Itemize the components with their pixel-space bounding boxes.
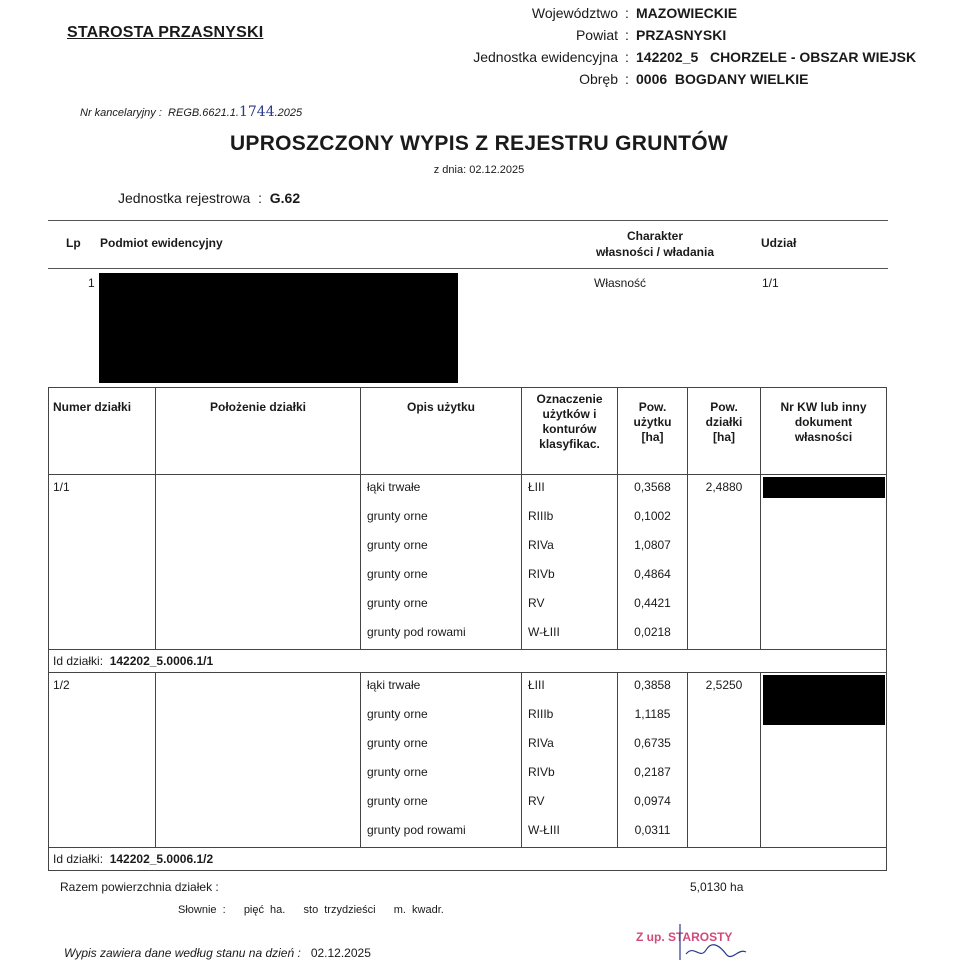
- meta-row-precinct: [420, 68, 950, 90]
- area-use-cell: 0,3858: [618, 673, 688, 703]
- class-cell: RV: [522, 591, 618, 620]
- area-use-cell: 1,0807: [618, 533, 688, 562]
- meta-colon: :: [625, 5, 629, 21]
- parcels-header-row: [49, 388, 887, 475]
- class-cell: RIVb: [522, 760, 618, 789]
- data-state-note: [64, 946, 371, 960]
- meta-row-unit: [420, 46, 950, 68]
- header-location: Położenie działki: [156, 388, 361, 475]
- parcel-number: [49, 673, 156, 848]
- use-cell: grunty pod rowami: [361, 620, 522, 650]
- parcel-kw: [761, 475, 887, 650]
- meta-value: 0006 BOGDANY WIELKIE: [636, 71, 809, 87]
- redacted-owner: [99, 273, 458, 383]
- meta-colon: :: [625, 27, 629, 43]
- header-class: Oznaczenie użytków i konturów klasyfikac.: [522, 388, 618, 475]
- use-cell: grunty orne: [361, 760, 522, 789]
- meta-colon: :: [625, 49, 629, 65]
- meta-label: Obręb: [579, 71, 618, 87]
- area-use-cell: 0,0311: [618, 818, 688, 848]
- use-cell: grunty orne: [361, 702, 522, 731]
- chancellery-prefix: REGB.6621.1.: [168, 107, 239, 119]
- total-in-words: [178, 904, 444, 916]
- area-use-cell: 0,6735: [618, 731, 688, 760]
- handwritten-number: 1744: [238, 104, 275, 120]
- use-cell: grunty orne: [361, 591, 522, 620]
- redacted-kw: [763, 477, 885, 498]
- use-cell: grunty orne: [361, 562, 522, 591]
- owner-character: Własność: [594, 276, 647, 290]
- registry-unit-value: G.62: [269, 190, 301, 206]
- owners-header-character: Charakter własności / władania: [595, 229, 715, 259]
- class-cell: W-ŁIII: [522, 620, 618, 650]
- parcel-location: [156, 475, 361, 650]
- use-cell: grunty orne: [361, 533, 522, 562]
- meta-value: MAZOWIECKIE: [636, 5, 738, 21]
- words-value: pięć ha. sto trzydzieści m. kwadr.: [243, 904, 444, 916]
- area-use-cell: 0,4864: [618, 562, 688, 591]
- area-use-cell: 0,1002: [618, 504, 688, 533]
- parcel-number-text: 1/2: [53, 678, 70, 692]
- header-use: Opis użytku: [361, 388, 522, 475]
- meta-label: Województwo: [531, 5, 618, 21]
- redacted-kw: [763, 675, 885, 725]
- owners-header-subject: Podmiot ewidencyjny: [100, 236, 223, 250]
- area-use-cell: 0,3568: [618, 475, 688, 505]
- class-cell: RIVa: [522, 731, 618, 760]
- owners-top-rule: [48, 220, 888, 221]
- registry-unit: Jednostka rejestrowa : G.62: [118, 190, 301, 206]
- header-area-use: Pow. użytku [ha]: [618, 388, 688, 475]
- header-area-parcel: Pow. działki [ha]: [688, 388, 761, 475]
- location-meta: [420, 2, 950, 90]
- class-cell: RIVa: [522, 533, 618, 562]
- document-title: UPROSZCZONY WYPIS Z REJESTRU GRUNTÓW: [229, 132, 729, 155]
- table-row: [49, 673, 887, 703]
- parcel-id-label: Id działki:: [53, 852, 104, 866]
- owners-header-rule: [48, 268, 888, 269]
- class-cell: ŁIII: [522, 673, 618, 703]
- office-title: STAROSTA PRZASNYSKI: [67, 24, 264, 41]
- parcel-area: [688, 673, 761, 848]
- owners-header-lp: Lp: [66, 236, 81, 250]
- parcel-id-value: 142202_5.0006.1/2: [109, 852, 214, 866]
- footer-label: Wypis zawiera dane według stanu na dzień :: [64, 946, 301, 960]
- header-number: Numer działki: [49, 388, 156, 475]
- owner-share: 1/1: [762, 276, 779, 290]
- parcel-id-row: [49, 650, 887, 673]
- parcel-id-label: Id działki:: [53, 654, 104, 668]
- chancellery-label: Nr kancelaryjny :: [80, 107, 162, 119]
- area-use-cell: 1,1185: [618, 702, 688, 731]
- registry-unit-label: Jednostka rejestrowa: [118, 190, 251, 206]
- signature-icon: [672, 916, 752, 960]
- header-kw: Nr KW lub inny dokument własności: [761, 388, 887, 475]
- use-cell: grunty orne: [361, 789, 522, 818]
- parcel-area: [688, 475, 761, 650]
- total-area-label: Razem powierzchnia działek :: [60, 880, 219, 894]
- parcel-id-cell: [49, 848, 887, 871]
- class-cell: RIIIb: [522, 702, 618, 731]
- use-cell: grunty orne: [361, 504, 522, 533]
- use-cell: łąki trwałe: [361, 475, 522, 505]
- class-cell: W-ŁIII: [522, 818, 618, 848]
- document-date: z dnia: 02.12.2025: [433, 164, 525, 176]
- meta-colon: :: [625, 71, 629, 87]
- parcel-location: [156, 673, 361, 848]
- official-stamp: Z up. STAROSTY: [636, 930, 733, 944]
- parcel-id-row: [49, 848, 887, 871]
- owner-lp: 1: [88, 276, 95, 290]
- use-cell: grunty pod rowami: [361, 818, 522, 848]
- area-use-cell: 0,0974: [618, 789, 688, 818]
- use-cell: łąki trwałe: [361, 673, 522, 703]
- chancellery-suffix: .2025: [274, 107, 303, 119]
- parcels-table: [48, 387, 887, 871]
- parcel-area-text: 2,4880: [705, 480, 743, 494]
- meta-row-county: [420, 24, 950, 46]
- owners-header-share: Udział: [761, 236, 797, 250]
- chancellery-number: [80, 104, 302, 120]
- class-cell: ŁIII: [522, 475, 618, 505]
- meta-label: Powiat: [575, 27, 618, 43]
- area-use-cell: 0,4421: [618, 591, 688, 620]
- class-cell: RIVb: [522, 562, 618, 591]
- parcel-id-cell: [49, 650, 887, 673]
- class-cell: RIIIb: [522, 504, 618, 533]
- meta-row-voivodeship: [420, 2, 950, 24]
- parcel-area-text: 2,5250: [705, 678, 743, 692]
- meta-label: Jednostka ewidencyjna: [473, 49, 618, 65]
- parcel-number-text: 1/1: [53, 480, 70, 494]
- words-label: Słownie :: [178, 904, 226, 916]
- area-use-cell: 0,2187: [618, 760, 688, 789]
- parcel-kw: [761, 673, 887, 848]
- footer-date: 02.12.2025: [310, 946, 371, 960]
- parcel-id-value: 142202_5.0006.1/1: [109, 654, 214, 668]
- meta-value: PRZASNYSKI: [636, 27, 727, 43]
- parcel-number: [49, 475, 156, 650]
- class-cell: RV: [522, 789, 618, 818]
- table-row: [49, 475, 887, 505]
- area-use-cell: 0,0218: [618, 620, 688, 650]
- use-cell: grunty orne: [361, 731, 522, 760]
- total-area-value: 5,0130 ha: [690, 880, 744, 894]
- meta-value: 142202_5 CHORZELE - OBSZAR WIEJSK: [636, 49, 917, 65]
